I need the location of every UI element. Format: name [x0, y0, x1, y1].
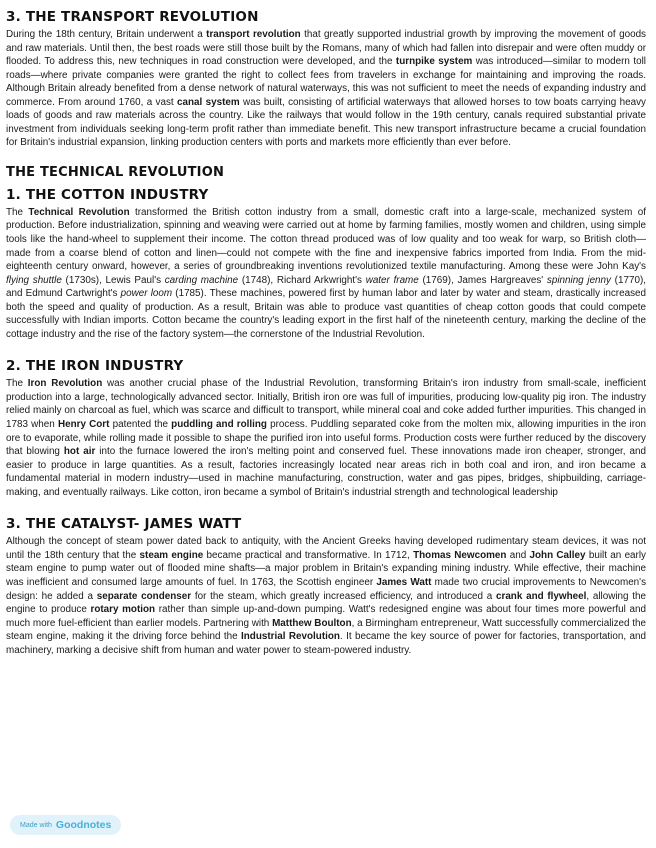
made-with-goodnotes-badge[interactable] — [10, 815, 121, 835]
cotton-heading: 1. THE COTTON INDUSTRY — [6, 186, 209, 203]
watt-paragraph: Although the concept of steam power dated back to antiquity, with the Ancient Greeks having developed rudimentary steam devices, it was not until the 18th century that the steam engine became practical and transformative. In 1712, Thomas Newcomen and John Calley built an early steam engine to pump water out of flooded mine shafts—a major problem in Britain's expanding mining industry. While effective, their machine was inefficient and consumed large amounts of fuel. In 1763, the Scottish engineer James Watt made two crucial improvements to Newcomen's design: he added a separate condenser for the steam, which greatly increased efficiency, and introduced a crank and flywheel, allowing the engine to produce rotary motion rather than simple up-and-down pumping. Watt's redesigned engine was about four times more powerful and much more fuel-efficient than earlier models. Partnering with Matthew Boulton, a Birmingham entrepreneur, Watt successfully commercialized the steam engine, making it the driving force behind the Industrial Revolution. It became the key source of power for factories, transportation, and machinery, marking a decisive shift from human and water power to steam-powered industry. — [6, 536, 647, 656]
transport-heading: 3. THE TRANSPORT REVOLUTION — [6, 9, 259, 25]
watt-heading: 3. THE CATALYST- JAMES WATT — [6, 516, 242, 533]
badge-prefix: Made with — [20, 821, 52, 829]
iron-heading: 2. THE IRON INDUSTRY — [6, 358, 184, 375]
transport-paragraph: During the 18th century, Britain underwent a transport revolution that greatly supported industrial growth by improving the movement of goods and raw materials. Until then, the best roads were still those built by the Romans, many of which had fallen into disrepair and were often muddy or flooded. To address this, new techniques in road construction were developed, and the turnpike system was introduced—similar to modern toll roads—where private companies were granted the right to collect fees from travelers in exchange for maintaining and improving the roads. Although Britain already benefited from a dense network of natural waterways, this was not sufficient to meet the needs of expanding industry and commerce. From around 1760, a vast canal system was built, consisting of artificial waterways that allowed horses to tow boats carrying heavy loads of goods and raw materials across the country. Like the railways that would follow in the 19th century, canals required substantial private investment from individuals seeking long-term profit rather than immediate benefit. This new transport infrastructure became a crucial foundation for Britain's industrial expansion, linking production centers with ports and markets more efficiently than ever before. — [6, 29, 646, 149]
badge-brand: Goodnotes — [55, 819, 112, 831]
technical-revolution-heading: THE TECHNICAL REVOLUTION — [6, 164, 225, 180]
iron-paragraph: The Iron Revolution was another crucial phase of the Industrial Revolution, transforming Britain's iron industry from small-scale, inefficient production into a large, technologically advanced sector. Initially, British iron ore was full of impurities, producing low-quality pig iron. The industry relied mainly on charcoal as fuel, which was scarce and difficult to transport, while mineral coal and coke added further impurities. This changed in 1783 when Henry Cort patented the puddling and rolling process. Puddling separated coke from the molten mix, allowing impurities in the iron ore to evaporate, while rolling made it possible to shape the purified iron into useful forms. Production costs were further reduced by the discovery that blowing hot air into the furnace lowered the iron's melting point and conserved fuel. These innovations made iron cheaper, stronger, and easier to produce in large quantities. As a result, factories increasingly located near areas rich in both coal and iron, and iron became a fundamental material in modern industry—used in machine manufacturing, construction, water and gas pipes, bridges, shipbuilding, carriage-making, and eventually railways. Like cotton, iron became a symbol of Britain's industrial strength and technological leadership — [6, 378, 646, 498]
cotton-paragraph: The Technical Revolution transformed the British cotton industry from a small, domestic craft into a large-scale, mechanized system of production. Before industrialization, spinning and weaving were carried out at home by farming families, mostly women and children, using simple tools like the hand-wheel to supplement their income. The cotton thread produced was of low quality and too weak for warp, so British cloth—made from a coarse blend of cotton and linen—could not compete with the fine and inexpensive fabrics imported from India. From the mid-eighteenth century onward, however, a series of groundbreaking inventions revolutionized textile manufacturing. Among these were John Kay's flying shuttle (1730s), Lewis Paul's carding machine (1748), Richard Arkwright's water frame (1769), James Hargreaves' spinning jenny (1770), and Edmund Cartwright's power loom (1785). These machines, powered first by human labor and later by water and steam, drastically increased both the speed and quality of production. As a result, Britain was able to produce vast quantities of cheap cotton goods that could compete successfully with Indian imports. Cotton became the country's leading export in the first half of the nineteenth century, marking the decline of the cottage industry and the rise of the factory system—the cornerstone of the Industrial Revolution. — [6, 206, 647, 340]
